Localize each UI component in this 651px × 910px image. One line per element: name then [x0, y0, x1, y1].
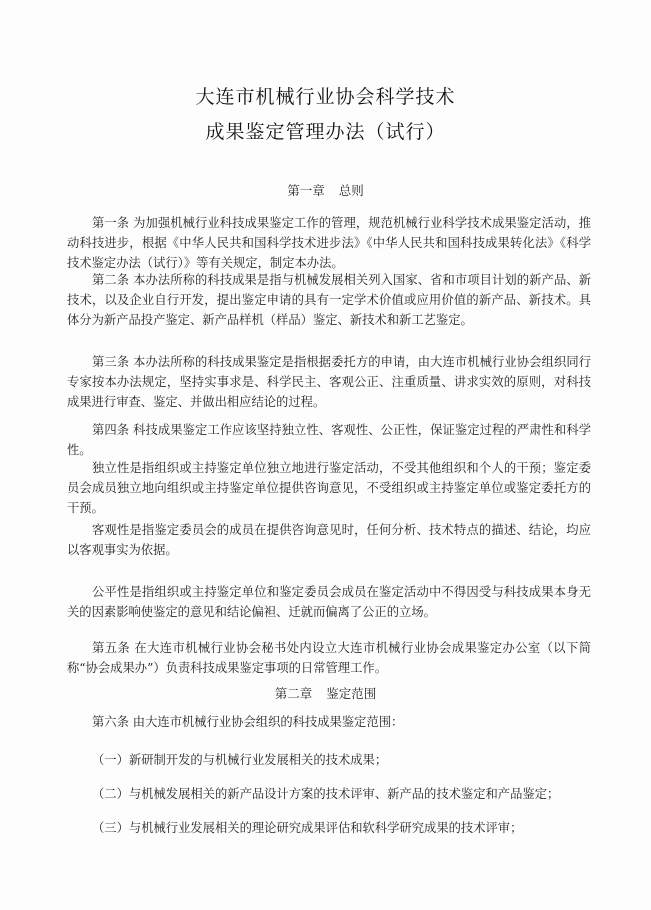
- article-5: 第五条 在大连市机械行业协会秘书处内设立大连市机械行业协会成果鉴定办公室（以下简称“协会成果办”）负责科技成果鉴定事项的日常管理工作。: [67, 641, 591, 675]
- article-3: 第三条 本办法所称的科技成果鉴定是指根据委托方的申请，由大连市机械行业协会组织同行专家按本办法规定，坚持实事求是、科学民主、客观公正、注重质量、讲求实效的原则，对科技成果进行审查、鉴定、并做出相应结论的过程。: [67, 355, 591, 409]
- chapter-heading-2: 第二章 鉴定范围: [274, 686, 377, 701]
- article-1: 第一条 为加强机械行业科技成果鉴定工作的管理，规范机械行业科学技术成果鉴定活动，推动科技进步，根据《中华人民共和国科学技术进步法》《中华人民共和国科技成果转化法》《科学技术鉴定办法（试行）》等有关规定，制定本办法。: [67, 216, 591, 270]
- fairness-paragraph: 公平性是指组织或主持鉴定单位和鉴定委员会成员在鉴定活动中不得因受与科技成果本身无关的因素影响使鉴定的意见和结论偏袒、迁就而偏离了公正的立场。: [67, 585, 591, 619]
- scope-item-2: （二）与机械发展相关的新产品设计方案的技术评审、新产品的技术鉴定和产品鉴定；: [92, 787, 560, 801]
- article-6: 第六条 由大连市机械行业协会组织的科技成果鉴定范围：: [92, 715, 404, 729]
- document-title-line2: 成果鉴定管理办法（试行）: [205, 121, 446, 143]
- article-4: 第四条 科技成果鉴定工作应该坚持独立性、客观性、公正性，保证鉴定过程的严肃性和科学性。: [67, 423, 591, 457]
- scope-item-1: （一）新研制开发的与机械行业发展相关的技术成果；: [92, 753, 388, 767]
- document-title-line1: 大连市机械行业协会科学技术: [195, 86, 456, 108]
- scope-item-3: （三）与机械行业发展相关的理论研究成果评估和软科学研究成果的技术评审；: [92, 821, 523, 835]
- article-2: 第二条 本办法所称的科技成果是指与机械发展相关列入国家、省和市项目计划的新产品、新技术，以及企业自行开发，提出鉴定申请的具有一定学术价值或应用价值的新产品、新技术。具体分为新产品投产鉴定、新产品样机（样品）鉴定、新技术和新工艺鉴定。: [67, 273, 591, 327]
- objectivity-paragraph: 客观性是指鉴定委员会的成员在提供咨询意见时，任何分析、技术特点的描述、结论，均应以客观事实为依据。: [67, 523, 591, 557]
- chapter-heading-1: 第一章 总则: [287, 183, 364, 198]
- independence-paragraph: 独立性是指组织或主持鉴定单位独立地进行鉴定活动，不受其他组织和个人的干预；鉴定委员会成员独立地向组织或主持鉴定单位提供咨询意见，不受组织或主持鉴定单位或鉴定委托方的干预。: [67, 461, 591, 515]
